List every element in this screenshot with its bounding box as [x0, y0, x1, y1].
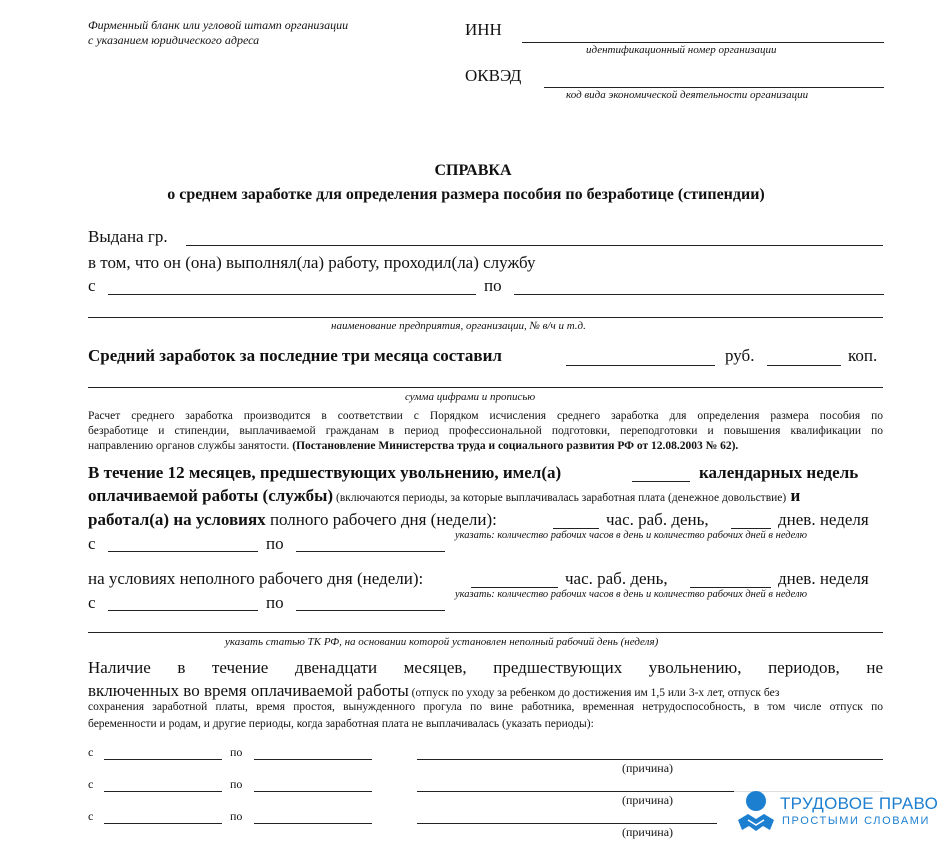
rub-amount-line[interactable] — [566, 365, 715, 366]
full-to-label: по — [266, 534, 284, 553]
full-hours-line[interactable] — [553, 528, 599, 529]
periods-line1: Наличие в течение двенадцати месяцев, предшествующих увольнению, периодов, не — [88, 658, 883, 677]
period2-reason-caption: (причина) — [622, 793, 674, 807]
period2-to-label: по — [230, 777, 243, 791]
part-from-line[interactable] — [108, 610, 258, 611]
paid-work-note: (включаются периоды, за которые выплачивалась заработная плата (денежное довольствие) — [333, 492, 787, 504]
periods-line4: беременности и родам, и другие периоды, когда заработная плата не выплачивалась (указать периоды): — [88, 718, 594, 730]
service-to-label: по — [484, 276, 502, 295]
period1-to-label: по — [230, 745, 243, 759]
period1-reason-caption: (причина) — [622, 761, 674, 775]
inn-label: ИНН — [465, 20, 502, 39]
letterhead-note-line1: Фирменный бланк или угловой штамп организации — [88, 18, 349, 32]
article-line[interactable] — [88, 632, 883, 633]
service-from-label: с — [88, 276, 96, 295]
calc-note-line2: безработице и стипендии, выплачиваемой гражданам в период профессиональной подготовки, переподготовки и повышения квалификации по — [88, 425, 883, 437]
full-time-line — [88, 510, 497, 530]
full-hint: указать: количество рабочих часов в день и количество рабочих дней в неделю — [455, 530, 808, 541]
part-to-label: по — [266, 593, 284, 612]
okved-caption: код вида экономической деятельности организации — [566, 89, 809, 101]
calc-note-line3-text: направлению органов службы занятости. — [88, 440, 293, 452]
calc-note-decree: (Постановление Министерства труда и социального развития РФ от 12.08.2003 № 62). — [292, 440, 739, 452]
logo-title: ТРУДОВОЕ ПРАВО — [780, 794, 939, 813]
logo-subtitle: ПРОСТЫМИ СЛОВАМИ — [782, 815, 931, 827]
organization-caption: наименование предприятия, организации, № в/ч и т.д. — [331, 320, 586, 332]
part-time-label: на условиях неполного рабочего дня (недели): — [88, 569, 424, 588]
full-time-bold: работал(а) на условиях — [88, 510, 266, 529]
full-from-line[interactable] — [108, 551, 258, 552]
kop-amount-line[interactable] — [767, 365, 841, 366]
logo-watermark — [734, 786, 942, 840]
okved-field-line[interactable] — [544, 87, 884, 88]
weeks-count-line[interactable] — [632, 481, 690, 482]
period1-from-label: с — [88, 745, 94, 759]
handshake-logo-icon — [736, 790, 776, 836]
full-from-label: с — [88, 534, 96, 553]
part-from-label: с — [88, 593, 96, 612]
part-hours-line[interactable] — [471, 587, 558, 588]
paid-work-line — [88, 486, 800, 506]
document-title: СПРАВКА — [434, 162, 512, 179]
okved-label: ОКВЭД — [465, 66, 522, 85]
period3-reason-line[interactable] — [417, 823, 717, 824]
article-caption: указать статью ТК РФ, на основании которой установлен неполный рабочий день (неделя) — [225, 636, 659, 648]
period1-to-line[interactable] — [254, 759, 372, 760]
full-days-line[interactable] — [731, 528, 771, 529]
periods-line2 — [88, 681, 779, 701]
period1-from-line[interactable] — [104, 759, 222, 760]
period3-from-label: с — [88, 809, 94, 823]
period2-to-line[interactable] — [254, 791, 372, 792]
period2-from-line[interactable] — [104, 791, 222, 792]
full-time-rest: полного рабочего дня (недели): — [265, 510, 497, 529]
part-days-line[interactable] — [690, 587, 771, 588]
calc-note-line3 — [88, 440, 738, 452]
period1-reason-line[interactable] — [417, 759, 883, 760]
paid-work-bold: оплачиваемой работы (службы) — [88, 486, 334, 505]
average-earnings-text: Средний заработок за последние три месяца составил — [88, 346, 502, 365]
amount-words-line[interactable] — [88, 387, 883, 388]
part-to-line[interactable] — [296, 610, 445, 611]
part-hours-label: час. раб. день, — [565, 569, 668, 588]
months-text-a: В течение 12 месяцев, предшествующих увольнению, имел(а) — [88, 463, 562, 482]
period3-to-label: по — [230, 809, 243, 823]
letterhead-note-line2: с указанием юридического адреса — [88, 33, 260, 47]
full-to-line[interactable] — [296, 551, 445, 552]
period3-to-line[interactable] — [254, 823, 372, 824]
inn-field-line[interactable] — [522, 42, 884, 43]
service-statement: в том, что он (она) выполнял(ла) работу, проходил(ла) службу — [88, 253, 536, 272]
part-hint: указать: количество рабочих часов в день и количество рабочих дней в неделю — [455, 589, 808, 600]
inn-caption: идентификационный номер организации — [586, 44, 777, 56]
service-from-line[interactable] — [108, 294, 476, 295]
amount-caption: сумма цифрами и прописью — [405, 391, 536, 403]
issued-label: Выдана гр. — [88, 227, 168, 246]
period3-from-line[interactable] — [104, 823, 222, 824]
period2-from-label: с — [88, 777, 94, 791]
service-to-line[interactable] — [514, 294, 884, 295]
full-hours-label: час. раб. день, — [606, 510, 709, 529]
part-days-label: днев. неделя — [778, 569, 869, 588]
issued-name-line[interactable] — [186, 245, 883, 246]
kop-label: коп. — [848, 346, 878, 365]
paid-work-and: и — [786, 486, 801, 505]
calc-note-line1: Расчет среднего заработка производится в соответствии с Порядком исчисления среднего заработка для определения размера пособия по — [88, 410, 883, 422]
period3-reason-caption: (причина) — [622, 825, 674, 839]
periods-line3: сохранения заработной платы, время простоя, вынужденного прогула по вине работника, временная нетрудоспособность, в том числе отпуск по — [88, 701, 883, 713]
periods-line2-main: включенных во время оплачиваемой работы — [88, 681, 409, 700]
document-subtitle: о среднем заработке для определения размера пособия по безработице (стипендии) — [167, 186, 765, 203]
months-text-b: календарных недель — [699, 463, 859, 482]
organization-name-line[interactable] — [88, 317, 883, 318]
full-days-label: днев. неделя — [778, 510, 869, 529]
rub-label: руб. — [725, 346, 755, 365]
periods-line2-note: (отпуск по уходу за ребенком до достижения им 1,5 или 3-х лет, отпуск без — [408, 687, 780, 699]
